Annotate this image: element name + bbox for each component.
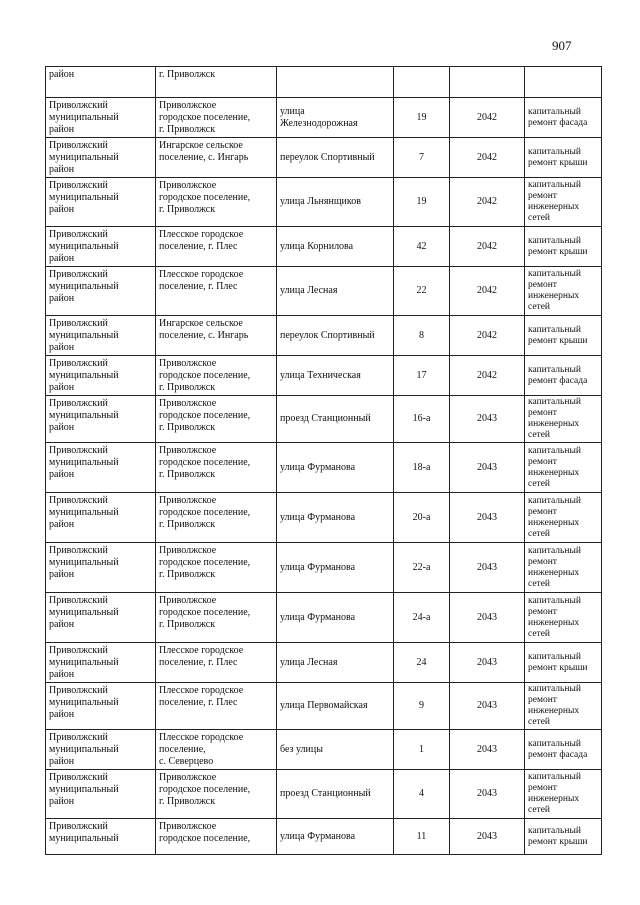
- district-cell-text: Приволжский муниципальный район: [49, 495, 119, 530]
- street-cell: [277, 267, 394, 316]
- work-type-cell-text: капитальный ремонт инженерных сетей: [528, 684, 581, 727]
- street-cell-text: улица Фурманова: [280, 611, 356, 623]
- house-number-cell-text: 22: [416, 285, 427, 296]
- year-cell-text: 2042: [477, 240, 497, 252]
- street-cell-text: проезд Станционный: [280, 413, 371, 424]
- table-row: [46, 138, 602, 178]
- year-cell-text: 2042: [477, 196, 497, 207]
- street-cell-text: без улицы: [280, 743, 323, 755]
- street-cell: [277, 227, 394, 267]
- work-type-cell: [525, 267, 602, 316]
- district-cell: [46, 683, 156, 730]
- work-type-cell: [525, 683, 602, 730]
- work-type-cell: [525, 138, 602, 178]
- work-type-cell-text: капитальный ремонт крыши: [528, 235, 588, 257]
- district-cell: [46, 819, 156, 855]
- house-number-cell: [394, 138, 450, 178]
- year-cell-text: 2042: [477, 111, 497, 123]
- year-cell-text: 2043: [477, 413, 497, 424]
- settlement-cell-text: Плесское городское поселение, г. Плес: [159, 685, 244, 708]
- street-cell: [277, 443, 394, 493]
- district-cell: [46, 178, 156, 227]
- settlement-cell: [156, 138, 277, 178]
- year-cell: [450, 683, 525, 730]
- house-number-cell-text: 17: [416, 369, 427, 381]
- work-type-cell-text: капитальный ремонт фасада: [528, 738, 588, 760]
- settlement-cell-text: Приволжское городское поселение, г. Приволжск: [159, 495, 251, 530]
- work-type-cell: [525, 543, 602, 593]
- settlement-cell: [156, 396, 277, 443]
- street-cell-text: проезд Станционный: [280, 788, 371, 799]
- district-cell-text: Приволжский муниципальный район: [49, 732, 119, 767]
- settlement-cell-text: г. Приволжск: [159, 69, 216, 80]
- settlement-cell: [156, 543, 277, 593]
- street-cell: [277, 683, 394, 730]
- street-cell: [277, 396, 394, 443]
- district-cell-text: Приволжский муниципальный район: [49, 358, 119, 393]
- street-cell: [277, 138, 394, 178]
- work-type-cell-text: капитальный ремонт фасада: [528, 364, 588, 386]
- year-cell: [450, 593, 525, 643]
- work-type-cell-text: капитальный ремонт инженерных сетей: [528, 397, 581, 440]
- year-cell: [450, 819, 525, 855]
- year-cell: [450, 227, 525, 267]
- district-cell: [46, 138, 156, 178]
- year-cell: [450, 67, 525, 98]
- district-cell: [46, 356, 156, 396]
- district-cell: [46, 396, 156, 443]
- house-number-cell: [394, 493, 450, 543]
- street-cell-text: улица Техническая: [280, 369, 361, 381]
- settlement-cell-text: Приволжское городское поселение, г. Приволжск: [159, 358, 251, 393]
- house-number-cell-text: 11: [416, 830, 427, 842]
- house-number-cell-text: 4: [419, 788, 424, 799]
- street-cell: [277, 593, 394, 643]
- district-cell-text: Приволжский муниципальный район: [49, 685, 119, 720]
- work-type-cell: [525, 178, 602, 227]
- house-number-cell-text: 18-а: [412, 461, 431, 473]
- work-type-cell: [525, 593, 602, 643]
- house-number-cell-text: 7: [419, 151, 424, 163]
- street-cell-text: переулок Спортивный: [280, 329, 375, 341]
- table-row: [46, 316, 602, 356]
- street-cell-text: улица Первомайская: [280, 700, 368, 711]
- house-number-cell: [394, 730, 450, 770]
- year-cell: [450, 316, 525, 356]
- table-row: [46, 98, 602, 138]
- settlement-cell: [156, 683, 277, 730]
- house-number-cell: [394, 356, 450, 396]
- district-cell-text: Приволжский муниципальный район: [49, 595, 119, 630]
- house-number-cell: [394, 819, 450, 855]
- settlement-cell: [156, 227, 277, 267]
- table-row: [46, 396, 602, 443]
- settlement-cell: [156, 643, 277, 683]
- street-cell-text: улица Фурманова: [280, 461, 356, 473]
- year-cell-text: 2043: [477, 561, 497, 573]
- work-type-cell: [525, 770, 602, 819]
- year-cell-text: 2042: [477, 285, 497, 296]
- year-cell-text: 2043: [477, 830, 497, 842]
- district-cell-text: Приволжский муниципальный район: [49, 445, 119, 480]
- district-cell: [46, 643, 156, 683]
- year-cell: [450, 770, 525, 819]
- settlement-cell: [156, 267, 277, 316]
- street-cell-text: улица Фурманова: [280, 511, 356, 523]
- house-number-cell-text: 1: [419, 743, 424, 755]
- settlement-cell-text: Приволжское городское поселение, г. Приволжск: [159, 545, 251, 580]
- house-number-cell-text: 42: [416, 240, 427, 252]
- house-number-cell-text: 22-а: [412, 561, 431, 573]
- district-cell-text: район: [49, 69, 75, 80]
- settlement-cell-text: Ингарское сельское поселение, с. Ингарь: [159, 140, 249, 163]
- year-cell: [450, 356, 525, 396]
- street-cell: [277, 178, 394, 227]
- district-cell: [46, 730, 156, 770]
- settlement-cell-text: Плесское городское поселение, г. Плес: [159, 645, 244, 668]
- street-cell-text: переулок Спортивный: [280, 151, 375, 163]
- work-type-cell-text: капитальный ремонт крыши: [528, 324, 588, 346]
- table-row: [46, 730, 602, 770]
- district-cell: [46, 227, 156, 267]
- house-number-cell-text: 19: [416, 111, 427, 123]
- district-cell: [46, 543, 156, 593]
- district-cell-text: Приволжский муниципальный район: [49, 140, 119, 175]
- settlement-cell: [156, 730, 277, 770]
- table-row: [46, 178, 602, 227]
- year-cell: [450, 443, 525, 493]
- district-cell-text: Приволжский муниципальный район: [49, 398, 119, 433]
- street-cell: [277, 67, 394, 98]
- work-type-cell-text: капитальный ремонт инженерных сетей: [528, 445, 581, 489]
- work-type-cell-text: капитальный ремонт фасада: [528, 106, 588, 128]
- house-number-cell-text: 16-а: [412, 413, 431, 424]
- settlement-cell: [156, 443, 277, 493]
- street-cell: [277, 730, 394, 770]
- district-cell-text: Приволжский муниципальный район: [49, 269, 119, 304]
- house-number-cell: [394, 98, 450, 138]
- year-cell-text: 2043: [477, 461, 497, 473]
- house-number-cell: [394, 643, 450, 683]
- settlement-cell-text: Приволжское городское поселение, г. Приволжск: [159, 772, 251, 807]
- work-type-cell: [525, 227, 602, 267]
- house-number-cell-text: 20-а: [412, 511, 431, 523]
- year-cell-text: 2042: [477, 151, 497, 163]
- settlement-cell: [156, 819, 277, 855]
- district-cell: [46, 98, 156, 138]
- year-cell-text: 2042: [477, 369, 497, 381]
- settlement-cell: [156, 178, 277, 227]
- district-cell: [46, 316, 156, 356]
- year-cell: [450, 267, 525, 316]
- district-cell-text: Приволжский муниципальный район: [49, 229, 119, 264]
- year-cell: [450, 543, 525, 593]
- work-type-cell-text: капитальный ремонт крыши: [528, 825, 588, 847]
- district-cell-text: Приволжский муниципальный район: [49, 318, 119, 353]
- work-type-cell-text: капитальный ремонт инженерных сетей: [528, 545, 581, 589]
- year-cell-text: 2043: [477, 743, 497, 755]
- settlement-cell: [156, 356, 277, 396]
- settlement-cell-text: Плесское городское поселение, с. Северцево: [159, 732, 244, 767]
- district-cell-text: Приволжский муниципальный район: [49, 645, 119, 680]
- table-row: [46, 543, 602, 593]
- settlement-cell: [156, 98, 277, 138]
- repair-schedule-table: [45, 66, 602, 855]
- work-type-cell: [525, 643, 602, 683]
- settlement-cell-text: Плесское городское поселение, г. Плес: [159, 269, 244, 292]
- district-cell-text: Приволжский муниципальный: [49, 821, 119, 844]
- street-cell-text: улица Фурманова: [280, 561, 356, 573]
- table-row: [46, 643, 602, 683]
- house-number-cell: [394, 267, 450, 316]
- district-cell-text: Приволжский муниципальный район: [49, 772, 119, 807]
- table-body: [46, 67, 602, 855]
- year-cell-text: 2043: [477, 611, 497, 623]
- house-number-cell: [394, 316, 450, 356]
- table-row: [46, 443, 602, 493]
- page-number: 907: [552, 38, 572, 53]
- house-number-cell: [394, 227, 450, 267]
- settlement-cell-text: Приволжское городское поселение, г. Приволжск: [159, 100, 251, 135]
- work-type-cell-text: капитальный ремонт инженерных сетей: [528, 180, 581, 223]
- settlement-cell-text: Приволжское городское поселение,: [159, 821, 251, 844]
- work-type-cell: [525, 493, 602, 543]
- district-cell-text: Приволжский муниципальный район: [49, 180, 119, 215]
- settlement-cell: [156, 67, 277, 98]
- settlement-cell-text: Приволжское городское поселение, г. Приволжск: [159, 445, 251, 480]
- year-cell: [450, 178, 525, 227]
- year-cell-text: 2043: [477, 656, 497, 668]
- house-number-cell-text: 8: [419, 329, 424, 341]
- year-cell: [450, 730, 525, 770]
- table-row: [46, 267, 602, 316]
- settlement-cell-text: Приволжское городское поселение, г. Приволжск: [159, 595, 251, 630]
- street-cell-text: улица Железнодорожная: [280, 105, 358, 129]
- district-cell: [46, 267, 156, 316]
- street-cell-text: улица Фурманова: [280, 830, 356, 842]
- work-type-cell: [525, 67, 602, 98]
- house-number-cell: [394, 67, 450, 98]
- district-cell: [46, 593, 156, 643]
- table-row: [46, 227, 602, 267]
- work-type-cell: [525, 356, 602, 396]
- year-cell: [450, 396, 525, 443]
- work-type-cell: [525, 396, 602, 443]
- district-cell: [46, 493, 156, 543]
- settlement-cell: [156, 770, 277, 819]
- year-cell: [450, 98, 525, 138]
- house-number-cell: [394, 770, 450, 819]
- house-number-cell: [394, 683, 450, 730]
- work-type-cell: [525, 316, 602, 356]
- street-cell: [277, 493, 394, 543]
- year-cell: [450, 643, 525, 683]
- work-type-cell: [525, 730, 602, 770]
- settlement-cell-text: Приволжское городское поселение, г. Приволжск: [159, 180, 251, 215]
- table-row: [46, 819, 602, 855]
- work-type-cell-text: капитальный ремонт инженерных сетей: [528, 595, 581, 639]
- work-type-cell: [525, 819, 602, 855]
- street-cell-text: улица Лесная: [280, 285, 338, 296]
- work-type-cell-text: капитальный ремонт инженерных сетей: [528, 772, 581, 815]
- work-type-cell-text: капитальный ремонт инженерных сетей: [528, 495, 581, 539]
- house-number-cell: [394, 543, 450, 593]
- street-cell: [277, 316, 394, 356]
- house-number-cell: [394, 443, 450, 493]
- settlement-cell-text: Приволжское городское поселение, г. Приволжск: [159, 398, 251, 433]
- district-cell: [46, 770, 156, 819]
- street-cell: [277, 643, 394, 683]
- street-cell: [277, 98, 394, 138]
- street-cell: [277, 770, 394, 819]
- table-row: [46, 493, 602, 543]
- settlement-cell: [156, 493, 277, 543]
- year-cell-text: 2043: [477, 700, 497, 711]
- work-type-cell: [525, 443, 602, 493]
- street-cell-text: улица Корнилова: [280, 240, 354, 252]
- table-row: [46, 593, 602, 643]
- district-cell-text: Приволжский муниципальный район: [49, 100, 119, 135]
- house-number-cell: [394, 593, 450, 643]
- district-cell: [46, 67, 156, 98]
- street-cell-text: улица Лесная: [280, 656, 338, 668]
- house-number-cell-text: 9: [419, 700, 424, 711]
- house-number-cell-text: 19: [416, 196, 427, 207]
- house-number-cell-text: 24: [416, 656, 427, 668]
- work-type-cell-text: капитальный ремонт крыши: [528, 146, 588, 168]
- settlement-cell-text: Ингарское сельское поселение, с. Ингарь: [159, 318, 249, 341]
- table-row: [46, 356, 602, 396]
- work-type-cell: [525, 98, 602, 138]
- settlement-cell: [156, 316, 277, 356]
- street-cell: [277, 819, 394, 855]
- table-row: [46, 683, 602, 730]
- street-cell: [277, 543, 394, 593]
- year-cell: [450, 493, 525, 543]
- settlement-cell: [156, 593, 277, 643]
- settlement-cell-text: Плесское городское поселение, г. Плес: [159, 229, 244, 252]
- year-cell-text: 2043: [477, 511, 497, 523]
- year-cell-text: 2042: [477, 329, 497, 341]
- table-row: [46, 770, 602, 819]
- district-cell: [46, 443, 156, 493]
- street-cell-text: улица Льнянщиков: [280, 196, 361, 207]
- house-number-cell-text: 24-а: [412, 611, 431, 623]
- house-number-cell: [394, 178, 450, 227]
- district-cell-text: Приволжский муниципальный район: [49, 545, 119, 580]
- year-cell: [450, 138, 525, 178]
- year-cell-text: 2043: [477, 788, 497, 799]
- work-type-cell-text: капитальный ремонт крыши: [528, 651, 588, 673]
- house-number-cell: [394, 396, 450, 443]
- work-type-cell-text: капитальный ремонт инженерных сетей: [528, 269, 581, 312]
- table-row: [46, 67, 602, 98]
- street-cell: [277, 356, 394, 396]
